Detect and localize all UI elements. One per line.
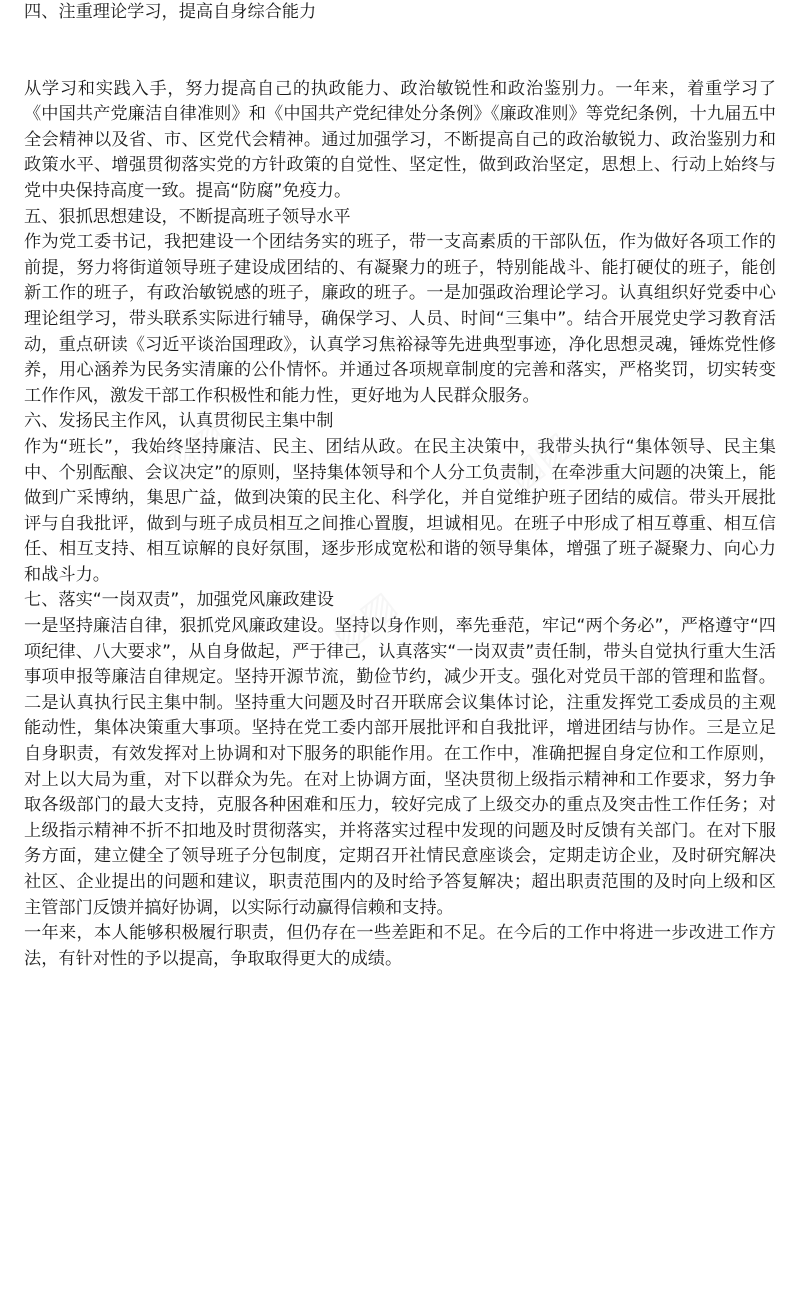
section-4-heading: 四、注重理论学习，提高自身综合能力 <box>24 2 317 22</box>
section-5-heading: 五、狠抓思想建设，不断提高班子领导水平 <box>24 206 351 227</box>
section-5-paragraph: 作为党工委书记，我把建设一个团结务实的班子，带一支高素质的干部队伍，作为做好各项工作的前提，努力将街道领导班子建设成团结的、有凝聚力的班子，特别能战斗、能打硬仗的班子，能创新工作的班子，有政治敏锐感的班子，廉政的班子。一是加强政治理论学习。认真组织好党委中心理论组学习，带头联系实际进行辅导，确保学习、人员、时间“三集中”。结合开展党史学习教育活动，重点研读《习近平谈治国理政》，认真学习焦裕禄等先进典型事迹，净化思想灵魂，锤炼党性修养，用心涵养为民务实清廉的公仆情怀。并通过各项规章制度的完善和落实，严格奖罚，切实转变工作作风，激发干部工作积极性和能力性，更好地为人民群众服务。 <box>24 232 776 406</box>
section-7-paragraph: 一是坚持廉洁自律，狠抓党风廉政建设。坚持以身作则，率先垂范，牢记“两个务必”，严格遵守“四项纪律、八大要求”，从自身做起，严于律己，认真落实“一岗双责”责任制，带头自觉执行重大生活事项申报等廉洁自律规定。坚持开源节流，勤俭节约，减少开支。强化对党员干部的管理和监督。二是认真执行民主集中制。坚持重大问题及时召开联席会议集体讨论，注重发挥党工委成员的主观能动性，集体决策重大事项。坚持在党工委内部开展批评和自我批评，增进团结与协作。三是立足自身职责，有效发挥对上协调和对下服务的职能作用。在工作中，准确把握自身定位和工作原则，对上以大局为重，对下以群众为先。在对上协调方面，坚决贯彻上级指示精神和工作要求，努力争取各级部门的最大支持，克服各种困难和压力，较好完成了上级交办的重点及突击性工作任务；对上级指示精神不折不扣地及时贯彻落实，并将落实过程中发现的问题及时反馈有关部门。在对下服务方面，建立健全了领导班子分包制度，定期召开社情民意座谈会，定期走访企业，及时研究解决社区、企业提出的问题和建议，职责范围内的及时给予答复解决；超出职责范围的及时向上级和区主管部门反馈并搞好协调，以实际行动赢得信赖和支持。 <box>24 616 776 918</box>
blank-gap <box>24 26 776 77</box>
closing-paragraph: 一年来，本人能够积极履行职责，但仍存在一些差距和不足。在今后的工作中将进一步改进工作方法，有针对性的予以提高，争取取得更大的成绩。 <box>24 923 776 969</box>
document-body <box>24 0 776 972</box>
watermark-mark: ▨▨ <box>499 423 579 498</box>
section-6-paragraph: 作为“班长”，我始终坚持廉洁、民主、团结从政。在民主决策中，我带头执行“集体领导、民主集中、个别酝酿、会议决定”的原则，坚持集体领导和个人分工负责制，在牵涉重大问题的决策上，能做到广采博纳，集思广益，做到决策的民主化、科学化，并自觉维护班子团结的威信。带头开展批评与自我批评，做到与班子成员相互之间推心置腹，坦诚相见。在班子中形成了相互尊重、相互信任、相互支持、相互谅解的良好氛围，逐步形成宽松和谐的领导集体，增强了班子凝聚力、向心力和战斗力。 <box>24 436 776 585</box>
section-4-paragraph: 从学习和实践入手，努力提高自己的执政能力、政治敏锐性和政治鉴别力。一年来，着重学习了《中国共产党廉洁自律准则》和《中国共产党纪律处分条例》《廉政准则》等党纪条例，十九届五中全会精神以及省、市、区党代会精神。通过加强学习，不断提高自己的政治敏锐力、政治鉴别力和政策水平、增强贯彻落实党的方针政策的自觉性、坚定性，做到政治坚定，思想上、行动上始终与党中央保持高度一致。提高“防腐”免疫力。 <box>24 78 776 201</box>
watermark-mark: ▨▨ <box>154 413 234 488</box>
section-7-heading: 七、落实“一岗双责”，加强党风廉政建设 <box>24 590 334 611</box>
watermark-mark: ▨▨ <box>324 583 404 658</box>
section-6-heading: 六、发扬民主作风，认真贯彻民主集中制 <box>24 411 334 432</box>
